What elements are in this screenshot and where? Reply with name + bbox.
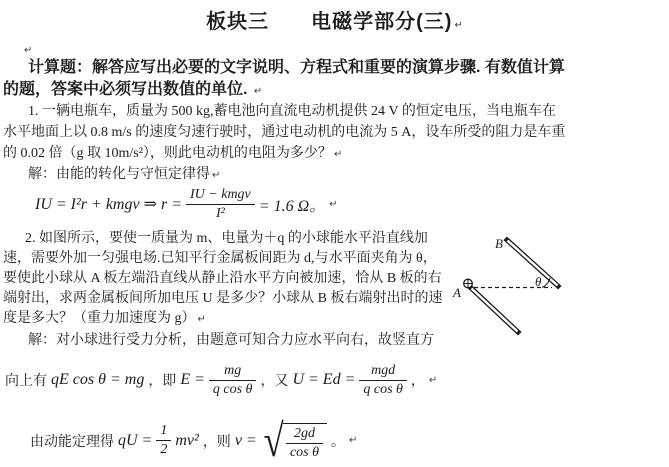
- text-run: 由动能定理得: [30, 434, 114, 450]
- problem1-solution-line: [28, 167, 220, 184]
- text-run: ，即: [148, 374, 177, 389]
- text-run: 端射出，求两金属板间所加电压 U 是多少？小球从 B 板右端射出时的速: [3, 291, 443, 306]
- page-title: [0, 5, 669, 34]
- capacitor-plates-figure: [450, 232, 575, 345]
- fraction-numerator: mg: [224, 362, 242, 378]
- problem2-line-1: [25, 231, 428, 247]
- fraction-denominator: q cos θ: [359, 380, 407, 398]
- instructions-line-1: [28, 60, 565, 76]
- fraction-numerator: 2gd: [293, 425, 315, 441]
- theta-label: θ: [535, 274, 542, 289]
- problem1-line-1: [28, 104, 556, 120]
- formula-rhs: = 1.6 Ω。: [258, 197, 326, 215]
- text-run: 的题，答案中必须写出数值的单位.: [3, 81, 252, 98]
- fraction: [286, 426, 323, 461]
- problem2-solution-line: [28, 333, 434, 349]
- text-run: 要使此小球从 A 板左端沿直线从静止沿水平方向被加速，恰从 B 板的右: [3, 271, 442, 286]
- problem2-line-5: [3, 311, 206, 328]
- paragraph-mark-icon: ↵: [212, 170, 221, 181]
- fraction-numerator: IU − kmgv: [190, 186, 251, 202]
- text-run: 计算题：解答应写出必要的文字说明、方程式和重要的演算步骤. 有数值计算: [28, 59, 565, 76]
- empty-line: [22, 42, 32, 59]
- paragraph-mark-icon: ↵: [349, 435, 358, 446]
- fraction-denominator: 2: [156, 440, 171, 458]
- fraction: [156, 423, 171, 458]
- paragraph-mark-icon: ↵: [428, 374, 438, 386]
- instructions-line-2: [3, 82, 262, 100]
- math-run: v =: [234, 431, 257, 449]
- paragraph-mark-icon: ↵: [24, 45, 33, 56]
- problem1-line-3: [3, 146, 342, 163]
- text-run: ，又: [260, 374, 289, 389]
- fraction: [186, 187, 255, 222]
- fraction: [359, 363, 407, 398]
- text-run: 向上有: [5, 374, 47, 389]
- problem1-line-2: [3, 125, 565, 141]
- text-run: 解：由能的转化与守恒定律得: [28, 167, 210, 182]
- formula-field-voltage: [3, 360, 439, 400]
- fraction-numerator: 1: [160, 423, 168, 438]
- paragraph-mark-icon: ↵: [333, 149, 343, 160]
- paragraph-mark-icon: ↵: [454, 20, 463, 31]
- text-run: 的 0.02 倍（g 取 10m/s²），则此电动机的电阻为多少？: [3, 146, 332, 161]
- math-run: mv²: [175, 431, 199, 449]
- text-run: 水平地面上以 0.8 m/s 的速度匀速行驶时，通过电动机的电流为 5 A，设车所受的阻力是车重: [3, 125, 566, 140]
- plate-a-label: A: [453, 285, 461, 300]
- problem2-line-2: [3, 251, 437, 267]
- fraction-numerator: mgd: [371, 362, 396, 378]
- text-run: 2. 如图所示，要使一质量为 m、电量为＋q 的小球能水平沿直线加: [25, 231, 428, 246]
- text-run: 速，需要外加一匀强电场.已知平行金属板间距为 d,与水平面夹角为 θ，: [3, 251, 437, 266]
- text-run: ，: [410, 374, 425, 389]
- text-run: 1. 一辆电瓶车，质量为 500 kg,蓄电池向直流电动机提供 24 V 的恒定电压，当电瓶车在: [28, 104, 556, 119]
- paragraph-mark-icon: ↵: [329, 198, 338, 210]
- math-run: U = Ed =: [292, 371, 356, 388]
- paragraph-mark-icon: ↵: [197, 314, 206, 325]
- math-run: E =: [180, 371, 205, 388]
- fraction-denominator: cos θ: [286, 443, 323, 461]
- radical-sign: √: [263, 414, 284, 466]
- fraction: [209, 363, 257, 398]
- paragraph-mark-icon: ↵: [253, 86, 263, 97]
- math-run: qU =: [118, 431, 153, 449]
- formula-kinetic-energy: [28, 414, 359, 466]
- math-run: qE cos θ = mg: [51, 371, 145, 388]
- plate-b-label: B: [495, 236, 503, 251]
- text-run: 解：对小球进行受力分析，由题意可知合力应水平向右，故竖直方: [28, 333, 434, 348]
- text-run: 度是多大？（重力加速度为 g）: [3, 311, 196, 326]
- square-root: [261, 414, 327, 466]
- page-title-text: 板块三 电磁学部分(三): [206, 11, 453, 33]
- formula-lhs: IU = I²r + kmgv ⇒ r =: [35, 196, 183, 213]
- plate-a-inner: [472, 289, 518, 332]
- problem2-line-4: [3, 291, 442, 307]
- text-run: ，则: [202, 434, 231, 450]
- text-run: 。: [331, 434, 346, 450]
- problem2-line-3: [3, 271, 442, 287]
- fraction-denominator: I²: [186, 204, 255, 222]
- formula-resistance: [33, 186, 340, 222]
- fraction-denominator: q cos θ: [209, 380, 257, 398]
